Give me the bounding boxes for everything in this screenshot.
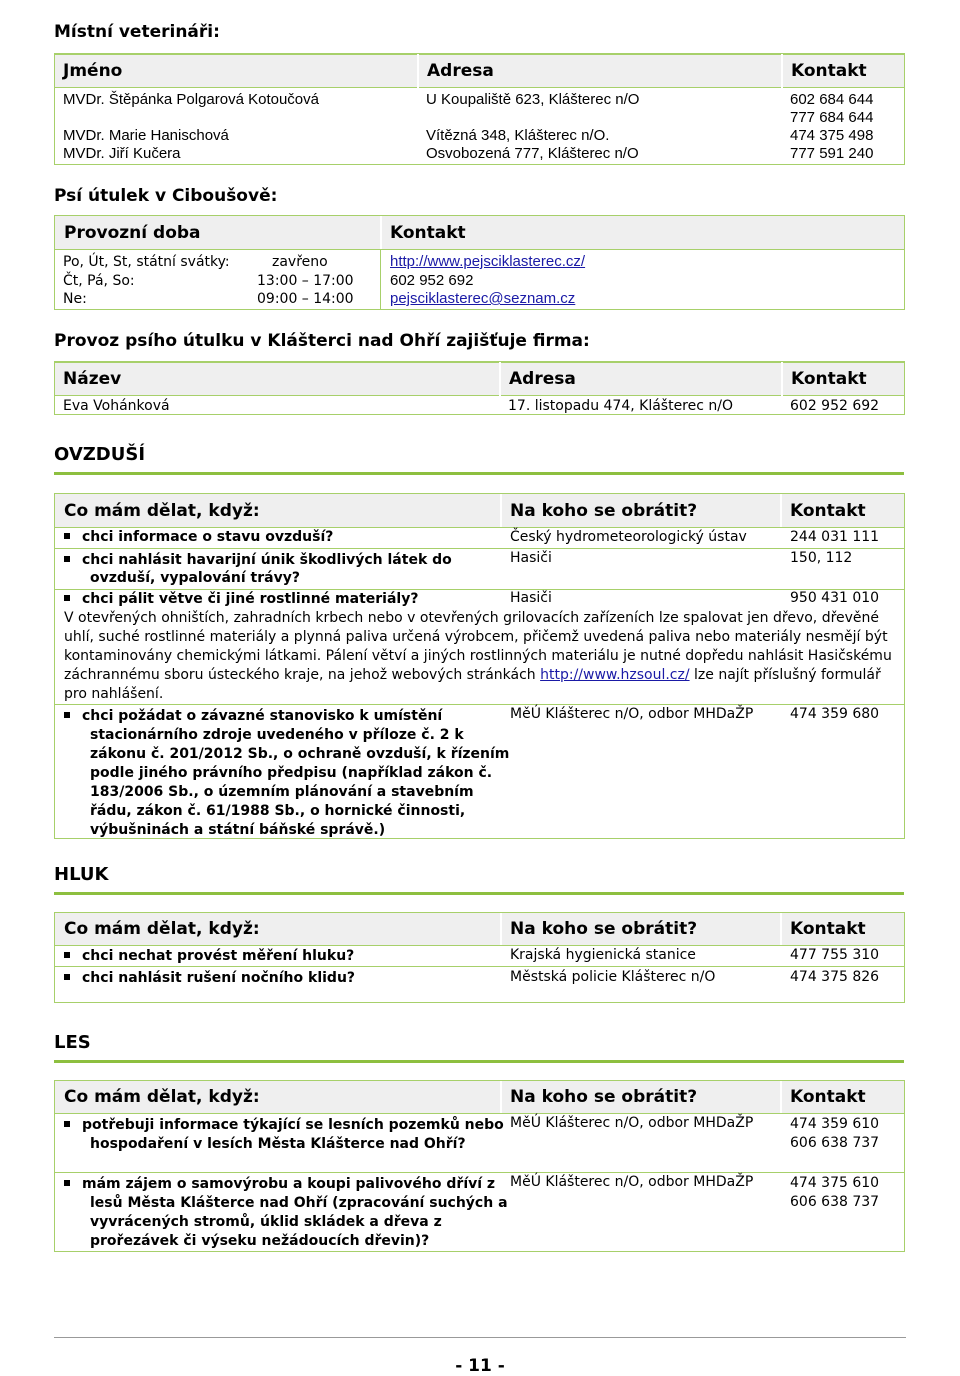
forest-question: mám zájem o samovýrobu a koupi palivového dříví z lesů Města Klášterce nad Ohří (zpracování suchých a vyvrácených stromů, úklid skládek a dřeva z prořezávek či výseku nežádoucích dřevin)? [82,1176,508,1249]
vet-address: U Koupaliště 623, Klášterec n/O [426,91,640,108]
shelter-email-link[interactable]: pejsciklasterec@seznam.cz [390,290,576,307]
forest-header-divider [500,1081,502,1113]
shelter-hours-times [257,253,357,309]
operator-contact: 602 952 692 [790,398,880,414]
shelter-hours-days [63,253,230,309]
vets-title: Místní veterináři: [54,22,220,42]
table-row [55,127,904,145]
hzsoul-link[interactable]: http://www.hzsoul.cz/ [540,667,690,683]
operator-address: 17. listopadu 474, Klášterec n/O [508,398,734,414]
noise-contact: 474 375 826 [790,969,880,985]
hours-time: 13:00 – 17:00 [257,272,354,289]
vet-address: Osvobozená 777, Klášterec n/O [426,145,639,162]
noise-header-divider [780,913,782,945]
bullet-icon [64,595,70,601]
row-divider [55,589,904,590]
noise-who: Městská policie Klášterec n/O [510,969,716,985]
forest-header-who: Na koho se obrátit? [510,1087,698,1107]
shelter-phone: 602 952 692 [390,271,474,289]
row-divider [55,1172,904,1173]
air-question: chci nahlásit havarijní únik škodlivých látek do ovzduší, vypalování trávy? [82,552,452,586]
forest-contact [790,1115,879,1153]
noise-header-divider [500,913,502,945]
list-item [60,551,500,587]
forest-rule [54,1060,904,1063]
shelter-header-hours: Provozní doba [64,223,201,243]
air-question: chci informace o stavu ovzduší? [82,529,334,545]
air-note [64,609,898,704]
noise-contact: 477 755 310 [790,947,880,963]
operator-table [55,362,904,415]
forest-contact [790,1174,879,1212]
page-number: - 11 - [455,1356,505,1376]
bullet-icon [64,556,70,562]
forest-question: potřebuji informace týkající se lesních pozemků nebo hospodaření v lesích Města Klášterce nad Ohří? [82,1117,504,1152]
air-who: Hasiči [510,550,552,566]
operator-title: Provoz psího útulku v Klášterci nad Ohří zajišťuje firma: [54,331,590,351]
air-note-text: V otevřených ohništích, zahradních krbech nebo v otevřených grilovacích zařízeních lze spalovat jen dřevo, dřevěné uhlí, suché rostlinné materiály a plynná paliva určená výrobcem, přičemž uvedená paliva nebo materiály nesmějí být kontaminovány chemickými látkami. Pálení větví a jiných rostlinných materiálu je nutné dopředu nahlásit Hasičskému záchrannému sboru ústeckého kraje, na jehož webových stránkách [64,610,892,683]
hours-days: Čt, Pá, So: [63,272,135,289]
table-row [55,88,904,128]
air-who: Český hydrometeorologický ústav [510,529,747,545]
bullet-icon [64,952,70,958]
row-divider [55,704,904,705]
vet-contact: 777 684 644 [790,109,874,126]
air-header-divider [780,494,782,527]
bullet-icon [64,533,70,539]
list-item [60,529,495,545]
hours-days: Po, Út, St, státní svátky: [63,254,230,270]
shelter-contact [390,253,585,309]
noise-question: chci nahlásit rušení nočního klidu? [82,970,356,986]
vet-contact: 474 375 498 [790,127,874,144]
air-header-question: Co mám dělat, když: [64,501,260,521]
shelter-title: Psí útulek v Ciboušově: [54,186,278,206]
vets-header-contact: Kontakt [782,55,904,88]
list-item [60,591,500,607]
shelter-column-divider [380,249,381,309]
air-header-divider [500,494,502,527]
forest-who: MěÚ Klášterec n/O, odbor MHDaŽP [510,1174,754,1190]
air-contact: 950 431 010 [790,590,880,606]
vets-header-address: Adresa [418,55,782,88]
operator-header-address: Adresa [500,363,782,396]
air-question: chci pálit větve či jiné rostlinné materiály? [82,591,419,607]
forest-phone: 606 638 737 [790,1135,880,1151]
noise-header-who: Na koho se obrátit? [510,919,698,939]
air-contact: 150, 112 [790,550,853,566]
list-item [60,970,355,986]
air-note-text: lze najít příslušný formulář pro nahlášení. [64,667,881,702]
row-divider [55,548,904,549]
shelter-header-contact: Kontakt [390,223,466,243]
air-contact: 474 359 680 [790,706,880,722]
vet-contact: 777 591 240 [790,145,874,162]
vet-name: MVDr. Marie Hanischová [63,127,229,144]
noise-header-contact: Kontakt [790,919,866,939]
air-title: OVZDUŠÍ [54,444,146,465]
forest-title: LES [54,1032,91,1053]
noise-question: chci nechat provést měření hluku? [82,948,355,964]
air-header-contact: Kontakt [790,501,866,521]
vet-name: MVDr. Štěpánka Polgarová Kotoučová [63,91,319,108]
vet-address: Vítězná 348, Klášterec n/O. [426,127,610,144]
air-question: chci požádat o závazné stanovisko k umístění stacionárního zdroje uvedeného v příloze č. 2 k zákonu č. 201/2012 Sb., o ochraně ovzduší, k řízením podle jiného právního předpisu (například zákon č. 183/2006 Sb., o územním plánování a stavebním řádu, zákon č. 61/1988 Sb., o hornické činnosti, výbušninách a státní báňské správě.) [82,708,510,838]
operator-header-contact: Kontakt [782,363,904,396]
noise-header-question: Co mám dělat, když: [64,919,260,939]
forest-phone: 606 638 737 [790,1194,880,1210]
hours-time: 09:00 – 14:00 [257,291,354,307]
footer-rule [54,1337,906,1338]
list-item [60,1116,510,1154]
operator-name: Eva Vohánková [63,398,170,414]
forest-who: MěÚ Klášterec n/O, odbor MHDaŽP [510,1115,754,1131]
bullet-icon [64,1180,70,1186]
list-item [60,948,354,964]
air-header-who: Na koho se obrátit? [510,501,698,521]
table-row [55,145,904,163]
list-item [60,707,520,840]
forest-header-divider [780,1081,782,1113]
bullet-icon [64,974,70,980]
shelter-header-divider [380,216,382,249]
table-row [55,396,904,416]
vets-table [55,54,904,163]
air-rule [54,472,904,475]
vets-header-name: Jméno [55,55,418,88]
bullet-icon [64,712,70,718]
noise-rule [54,892,904,895]
hours-time: zavřeno [272,254,328,270]
air-who: MěÚ Klášterec n/O, odbor MHDaŽP [510,706,754,722]
operator-header-name: Název [55,363,500,396]
shelter-web-link[interactable]: http://www.pejsciklasterec.cz/ [390,253,586,270]
forest-phone: 474 359 610 [790,1116,880,1132]
forest-header-contact: Kontakt [790,1087,866,1107]
hours-days: Ne: [63,291,87,307]
vet-name: MVDr. Jiří Kučera [63,145,181,162]
forest-phone: 474 375 610 [790,1175,880,1191]
bullet-icon [64,1121,70,1127]
noise-title: HLUK [54,864,109,885]
list-item [60,1175,530,1251]
noise-who: Krajská hygienická stanice [510,947,696,963]
forest-header-question: Co mám dělat, když: [64,1087,260,1107]
air-who: Hasiči [510,590,552,606]
air-contact: 244 031 111 [790,529,880,545]
row-divider [55,966,904,967]
vet-contact: 602 684 644 [790,91,874,108]
